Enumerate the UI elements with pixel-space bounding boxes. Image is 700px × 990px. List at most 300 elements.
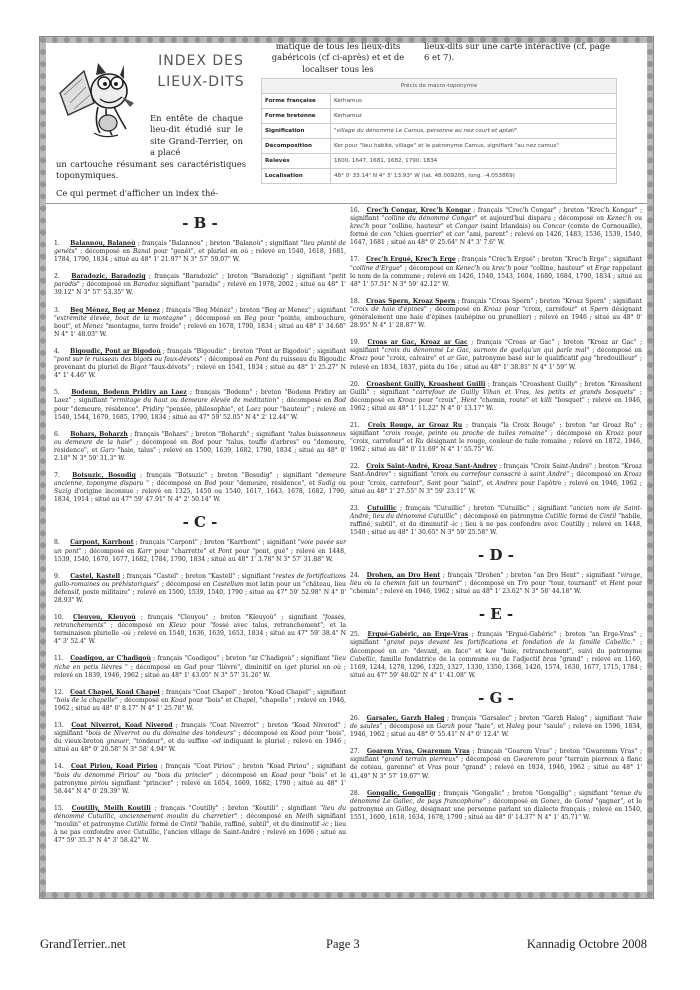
entry-italic-text: krec'h [350, 223, 370, 231]
entry-italic-text: Gad [184, 663, 197, 671]
entry-italic-text: ar Gac [447, 355, 469, 363]
entry-number: 23. [350, 504, 360, 512]
entry-italic-text: Kroaz [483, 305, 502, 313]
entry-text: ; français "Croix Saint-André" ; breton "Kroaz Sant-Andrev" ; signifiant [350, 463, 643, 479]
entry-text: signifiant "moulin" et patronyme [54, 812, 346, 828]
entry-number: 13. [54, 722, 64, 730]
entry-text: "bosquet" ; relevé en 1946, 1962 ; situé au 48° 1' 11.22" N 4° 0' 13.17" W. [350, 396, 642, 412]
cartouche-key: Signification [262, 124, 331, 139]
index-entry [350, 256, 642, 288]
entry-italic-text: Bod [204, 480, 217, 488]
entry-text: ; décomposé en [237, 812, 296, 820]
index-entry [350, 207, 642, 247]
cartouche-value: "village du dénommé Le Camus, personne au nez court et aplati" [331, 124, 617, 139]
entry-italic-text: "demeure ancienne, toponyme disparu " [54, 472, 346, 488]
entry-number: 7. [54, 472, 60, 480]
entry-italic-text: Garz [100, 446, 115, 454]
entry-text: ; décomposé en [79, 281, 134, 289]
entry-italic-text: Gonid [574, 797, 593, 805]
entry-title-link[interactable]: Drohen, an Dro Hent [366, 572, 441, 580]
page-title [151, 51, 251, 93]
entry-italic-text: "colline d'Ergue" [350, 264, 403, 272]
cartouche-row [262, 169, 617, 184]
entry-text: formé de [148, 820, 181, 828]
entry-title-link[interactable]: Croas ar Gac, Kroaz ar Gac [367, 339, 468, 347]
entry-title-link[interactable]: Balannou, Balanoù [70, 240, 136, 247]
entry-text: ; décomposé en [77, 248, 133, 256]
footer-page-number: Page 3 [326, 937, 360, 951]
entry-text: ; français "Coat Piriou" ; breton "Koad Piriou" ; signifiant [157, 763, 346, 771]
entry-text: , de [559, 797, 575, 805]
entry-text: désignant le rouge, couleur de tuile romaine ; relevé en 1872, 1946, 1962 ; situé au 48° 0' 11.69" N 4° 1' 55.75" W. [350, 438, 643, 454]
entry-italic-text: gag [580, 355, 592, 363]
index-entry [54, 573, 346, 605]
entry-italic-text: -od [211, 738, 221, 746]
entry-text: désignant généralement une haie d'épines (aubépine ou prunellier) ; relevé en 1946 ; situé au 48° 0' 28.95" N 4° 1' 28.87" W. [350, 305, 643, 330]
cartouche-value: 1600, 1647, 1681, 1682, 1790, 1834 [331, 154, 617, 169]
entry-italic-text: Beg [244, 314, 257, 322]
entry-italic-text: car [454, 231, 465, 239]
entry-italic-text: Kroaz [397, 396, 416, 404]
entry-italic-text: Gonez [540, 797, 560, 805]
entry-italic-text: Menez [82, 322, 104, 330]
entry-italic-text: Hent [609, 580, 625, 588]
entry-text: ou [335, 480, 346, 488]
intro-text-2: un cartouche résumant ses caractéristiques toponymiques. [56, 159, 246, 181]
entry-italic-text: Kroaz [350, 355, 368, 363]
entry-number: 24. [350, 572, 360, 580]
index-entry [54, 307, 346, 339]
entry-text: ; français "Cutuillic" ; breton "Cutuillic" ; signifiant [396, 504, 570, 512]
entry-text: pour "chemin" ; relevé en 1946, 1962 ; situé au 48° 1' 23.62" N 3° 58' 44.18" W. [350, 580, 642, 596]
entry-text: du ruisseau du Bigoudic provenant du pluriel de [54, 356, 346, 372]
index-entry [54, 539, 346, 563]
entry-text: ; décomposé en [202, 356, 255, 364]
entry-italic-text: con [380, 231, 392, 239]
entry-text: pour "bois" et le patronyme [54, 771, 346, 787]
entry-text: signifiant "princier" ; relevé en 1654, 1669, 1682, 1790 ; situé au 48° 1' 58.44" N 4° 0' 29.39" W. [54, 779, 346, 795]
index-entry [350, 505, 642, 537]
entry-italic-text: "lieu du dénommé Cutuillic, anciennement moulin du charretier" [54, 804, 347, 820]
cartouche-row [262, 124, 617, 139]
entry-text: ; décomposé en [148, 480, 205, 488]
entry-text: ; français "Bohars" ; breton "Boharzh" ; signifiant [127, 430, 288, 438]
entry-italic-text: Cutillic [545, 512, 568, 520]
entry-text: mot latin pour un "château, lieu défensif, poste militaire" ; relevé en 1500, 1539, 1540, 1790 ; situé au 47° 59' 52.98" N 4° 0' 28.93" W. [54, 580, 346, 604]
entry-text: pour "talus, touffe d'arbres" ou "demeure, résidence", et [54, 438, 346, 454]
entry-number: 16. [350, 207, 360, 214]
entry-title-link[interactable]: Cleuyou, Kleuyoù [72, 614, 136, 622]
entry-text: ; décomposé en [382, 723, 437, 731]
entry-number: 2. [54, 273, 60, 281]
footer-site-name: GrandTerrier..net [40, 937, 126, 951]
index-entry [350, 572, 642, 596]
entry-italic-text: Koad [290, 730, 307, 738]
entry-text: "pensée, philosophie", et [163, 405, 247, 413]
entry-title-link[interactable]: Carpont, Karrbont [70, 539, 134, 547]
entry-italic-text: "croix du dénommé Le Gac, surnom de quelqu'un qui parle mal" [381, 347, 590, 355]
entry-text: ; français "Crec'h Congar" ; breton "Krec'h Kongar" ; signifiant [350, 207, 642, 223]
index-entry [54, 655, 346, 679]
entry-title-link[interactable]: Croashent Guilly, Kroashent Guilli [366, 380, 486, 388]
title-line-2: LIEUX-DITS [157, 74, 245, 90]
entry-number: 21. [350, 421, 360, 429]
entry-text: ; décomposé en [186, 314, 245, 322]
entry-title-link[interactable]: Baradozic, Baradozig [71, 273, 146, 281]
entry-italic-text: Kroaz [624, 471, 642, 479]
entry-text: ; décomposé en [117, 696, 171, 704]
entry-text: "devant, en face" et [409, 647, 486, 655]
index-entry [350, 748, 642, 780]
entry-text: ; français "Balannou" ; breton "Balanoù" ; signifiant [135, 240, 301, 247]
entry-italic-text: Banal [132, 248, 151, 256]
entry-text: ; français "la Croix Rouge" ; breton "ar Groaz Ru" ; signifiant [350, 421, 643, 438]
entry-number: 18. [350, 297, 360, 305]
entry-italic-text: "tenue du dénommé Le Gallec, de pays francophone" [350, 789, 643, 805]
right-column [350, 207, 642, 831]
entry-text: ; français "Garsalec" ; breton "Garzh Haleg" ; signifiant [444, 714, 627, 722]
cartouche-row [262, 94, 617, 109]
entry-italic-text: "colline du dénommé Congar" [381, 215, 478, 223]
entry-italic-text: krec'h [492, 264, 512, 272]
entry-italic-text: ar- [400, 647, 410, 655]
entry-text: pour "tour, tournant" et [528, 580, 610, 588]
entry-text: ; français "Ergué-Gabéric" ; breton "an Erge-Vras" ; signifiant [350, 631, 642, 647]
cartouche-title: Précis de macro-toponymie [262, 79, 617, 94]
entry-text: pour "lièvre", diminitif en [196, 663, 285, 671]
cartouche-row [262, 109, 617, 124]
entry-title-link[interactable]: Beg Ménez, Beg ar Menez [70, 306, 160, 314]
entry-italic-text: Sant [426, 479, 442, 487]
cartouche-key: Forme française [262, 94, 331, 109]
entry-text: ; français "Croas Spern" ; breton "Kroaz Spern" ; signifiant [455, 297, 642, 305]
entry-number: 22. [350, 463, 360, 471]
entry-italic-text: -ic [450, 520, 458, 528]
entry-text: , "tondeur", et du suffixe [128, 738, 212, 746]
entry-italic-text: "lieu riche en petis lièvres " [54, 655, 346, 671]
entry-italic-text: Kroaz [605, 430, 624, 438]
entry-text: ; décomposé en [547, 430, 606, 438]
entry-title-link[interactable]: Bigoudic, Pont ar Bigodoù [70, 347, 161, 355]
entry-text: pour "haie", et [455, 723, 507, 731]
section-letter-heading: - D - [478, 546, 514, 565]
entry-italic-text: "petit paradis" [54, 273, 347, 289]
entry-text: "habile, raffiné, subtil", et du diminutif [350, 512, 643, 528]
entry-number: 19. [350, 339, 360, 347]
entry-text: ; décomposé en [426, 305, 484, 313]
entry-text: pour "grand" ; relevé en 1834, 1946, 1962 ; situé au 48° 1' 41.49" N 3° 57' 19.67" W. [350, 764, 642, 780]
entry-italic-text: -où [121, 630, 131, 638]
entry-italic-text: iget [284, 663, 297, 671]
entry-italic-text: Kleuz [169, 622, 187, 630]
entry-text: ; français "Gongalic" ; breton "Gongallig" ; signifiant [435, 789, 611, 797]
page-frame [40, 37, 653, 898]
entry-italic-text: Congar [455, 223, 478, 231]
entry-text: pour "demeure, résidence", [54, 405, 143, 413]
entry-text: pour "hauteur" ; relevé en 1540, 1544, 1679, 1685, 1790, 1834 ; situé au 47° 59' 52.05" N 4° 2' 12.44" W. [54, 405, 347, 421]
index-entry [54, 805, 346, 845]
section-letter-heading: - E - [478, 605, 514, 624]
entry-title-link[interactable]: Croix Rouge, ar Groaz Ru [367, 421, 463, 429]
entry-italic-text: "bois de la chapelle" [54, 696, 118, 704]
entry-italic-text: Sudig [317, 480, 336, 488]
entry-italic-text: Pont [254, 356, 269, 364]
gargoyle-logo-icon [54, 53, 144, 141]
entry-italic-text: an Galleg [385, 805, 416, 813]
entry-italic-text: Pridiry [142, 405, 164, 413]
section-letter-heading: - B - [182, 214, 218, 232]
entry-italic-text: où [333, 663, 341, 671]
entry-text: "chemin, route" et [476, 396, 541, 404]
entry-italic-text: killi [540, 396, 552, 404]
entry-italic-text: piriou [90, 779, 109, 787]
toponymy-cartouche-table [261, 78, 617, 184]
entry-text: pour "croix, carrefour" et [350, 430, 642, 446]
entry-text: "ami, parent" ; relevé en 1426, 1483, 1536, 1539, 1540, 1647, 1681 ; situé au 48° 0' 25.64" N 4° 3' 7.6" W. [350, 231, 643, 247]
entry-text: (comte de Cornouaille), formé de [350, 223, 643, 239]
entry-text: pour "colline, hauteur" et [511, 264, 596, 272]
entry-text: ; décomposé en [485, 797, 541, 805]
section-letter-heading: - G - [478, 688, 514, 707]
entry-text: formé de [567, 512, 600, 520]
entry-italic-text: bras [542, 655, 557, 663]
cartouche-row [262, 139, 617, 154]
entry-text: ; français "Bodenn" ; breton "Bodenn Pridiry an Laez" ; signifiant [54, 389, 347, 405]
entry-title-link[interactable]: Coadigou, ar C'hadigoù [70, 655, 151, 663]
entry-title-link[interactable]: Bodenn, Bodenn Pridiry an Laez [71, 389, 187, 397]
index-entry [54, 389, 346, 421]
entry-italic-text: Vras [427, 764, 442, 772]
entry-title-link[interactable]: Cutuillic [367, 504, 397, 512]
entry-italic-text: "virage, lieu où la chemin fait un tournant" [350, 572, 643, 588]
entry-title-link[interactable]: Coat Chapel, Koad Chapel [70, 688, 160, 696]
cartouche-value: Kerhamus [331, 94, 617, 109]
entry-text: pour "saule" ; relevé en 1596, 1834, 1946, 1962 ; situé au 48° 0' 55.41" N 4° 0' 12.4" W. [350, 723, 642, 739]
entry-italic-text: "voie pavée sur un pont" [54, 539, 347, 555]
entry-text: ; français "Croashent Guilly" ; breton "Kroashent Guilli" ; signifiant [350, 380, 642, 396]
entry-text: "bredouilleur" ; relevé en 1834, 1837, piéta du 16e ; situé au 48° 1' 38.81" N 4° 1' 59" W. [350, 355, 642, 371]
entry-italic-text: "bois de Niverrot ou du domaine des tondeurs" [85, 730, 236, 738]
entry-italic-text: Koad [170, 696, 187, 704]
entry-text: pour l'apôtre ; relevé en 1946, 1962 ; situé au 48° 1' 27.55" N 3° 59' 23.11" W. [350, 479, 642, 495]
entry-italic-text: Chapel [233, 696, 256, 704]
entry-text: ; décomposé en [81, 547, 138, 555]
index-entry [350, 463, 642, 495]
entry-italic-text: kae [485, 647, 497, 655]
entry-text: pour "saint", et [441, 479, 496, 487]
entry-number: 1. [54, 240, 60, 247]
entry-text: ; français "Goarem Vras" ; breton "Gwaremm Vras" ; signifiant [350, 748, 642, 764]
entry-text: "montagne, terre froide" ; relevé en 1678, 1790, 1834 ; situé au 48° 1' 34.68" N 4° 1' 48.03" W. [54, 322, 346, 338]
entry-italic-text: où [240, 248, 249, 256]
entry-text: pluriel en [296, 663, 334, 671]
left-column [54, 208, 346, 854]
entry-text: signifiant "paradis" ; relevé en 1978, 2002 ; situé au 48° 1' 39.12" N 3° 57' 53.35" W. [54, 281, 346, 297]
entry-title-link[interactable]: Bohars, Boharzh [70, 430, 128, 438]
entry-text: ; décomposé en [569, 471, 624, 479]
entry-text: ; décomposé en [132, 438, 192, 446]
entry-italic-text: Kenec'h [606, 215, 632, 223]
entry-text: ; lieu à ne pas confondre avec Cutuillic, l'ancien village de Saint-André ; relevé en 1696 ; situé au 47° 59' 35.3" N 4° 3' 58.42" W. [54, 820, 347, 845]
entry-italic-text: Spern [589, 305, 609, 313]
intro-text-3: Ce qui permet d'afficher un index thé- [56, 188, 219, 198]
entry-text: ; français "Coadigou" ; breton "ar C'hadigoù" ; signifiant [150, 655, 332, 663]
index-entry [350, 298, 642, 330]
entry-title-link[interactable]: Croas Spern, Kroaz Spern [366, 297, 456, 305]
entry-text: ou [480, 264, 493, 272]
entry-number: 28. [350, 789, 360, 797]
entry-text: ; décomposé en [159, 580, 213, 588]
index-entry [54, 763, 346, 795]
header [46, 43, 647, 204]
entry-text: ; français "Botsuzic" ; breton "Bosudig" ; signifiant [135, 472, 316, 480]
footer-edition: Kannadig Octobre 2008 [526, 937, 647, 951]
entry-italic-text: "pont sur le ruisseau des bigots ou faux-dévots" [54, 356, 203, 364]
index-entry [350, 790, 642, 822]
entry-text: ; français "Baradozic" ; breton "Baradozig" ; signifiant [145, 273, 329, 281]
entry-italic-text: Bod [191, 438, 204, 446]
index-entry [54, 689, 346, 713]
entry-text: pour "terrain pierreux à flanc de coteau, garenne" et [350, 756, 643, 772]
entry-italic-text: "extrémité élevée, bout de la montagne" [54, 314, 187, 322]
entry-text: ou [631, 215, 643, 223]
entry-text: (saint Irlandais) ou [477, 223, 544, 231]
entry-title-link[interactable]: Gongalic, Gongallig [366, 789, 436, 797]
entry-italic-text: gneuer [106, 738, 129, 746]
entry-title-link[interactable]: Crec'h Ergué, Krec'h Erge [366, 256, 456, 264]
entry-italic-text: -ic [321, 820, 329, 828]
index-entry [54, 431, 346, 463]
entry-italic-text: Meilh [295, 812, 314, 820]
entry-number: 14. [54, 763, 64, 771]
entry-title-link[interactable]: Goarem Vras, Gwaremm Vras [366, 748, 470, 756]
cartouche-row [262, 154, 617, 169]
cartouche-key: Forme bretonne [262, 109, 331, 124]
entry-italic-text: Haleg [506, 723, 525, 731]
entry-italic-text: Laez [246, 405, 261, 413]
entry-italic-text: "fossés, retranchements" [54, 614, 346, 630]
entry-title-link[interactable]: Coutilly, Meilh Koutili [71, 804, 151, 812]
entry-title-link[interactable]: Crec'h Congar, Krec'h Kongar [366, 207, 471, 214]
entry-text: ; français "Cleuyou" ; breton "Kleuyoù" ; signifiant [135, 614, 323, 622]
entry-italic-text: Ru [415, 438, 424, 446]
entry-number: 17. [350, 256, 360, 264]
entry-number: 4. [54, 347, 60, 355]
entry-number: 20. [350, 380, 360, 388]
cartouche-value: Ker pour "lieu habité, village" et le patronyme Camus, signifiant "au nez camus" [331, 139, 617, 154]
index-entry [54, 722, 346, 754]
entry-italic-text: Cintil [599, 512, 617, 520]
entry-title-link[interactable]: Botsuzic, Bosudig [72, 472, 136, 480]
entry-title-link[interactable]: Garsalec, Garzh Haleg [366, 714, 445, 722]
entry-title-link[interactable]: Coat Niverrot, Koad Niverod [71, 722, 173, 730]
entry-number: 11. [54, 655, 64, 663]
entry-text: ; décomposé en [127, 663, 185, 671]
index-entry [54, 472, 346, 504]
entry-text: ; français "Beg Ménez" ; breton "Beg ar Menez" ; signifiant [159, 306, 347, 314]
entry-title-link[interactable]: Croix Saint-André, Kroaz Sant-Andrev [366, 463, 497, 471]
entry-italic-text: "bois du dénommé Piriou" ou "bois du princier" [54, 771, 213, 779]
entry-italic-text: Pont [218, 547, 233, 555]
entry-italic-text: "carrefour de Guilly Vihan et Vras, les petits et grands bosquets" [412, 388, 636, 396]
entry-number: 10. [54, 614, 64, 622]
entry-italic-text: Garzh [436, 723, 456, 731]
entry-text: "haie, talus" ; relevé en 1500, 1639, 1682, 1790, 1834 ; situé au 48° 0' 2.18" N 3° 59' 31.3" W. [54, 446, 347, 462]
cartouche-key: Localisation [262, 169, 331, 184]
index-entry [54, 273, 346, 297]
entry-text: pour "croix, carrefour" et [501, 305, 590, 313]
intro-text-1: En entête de chaque lieu-dit étudié sur le site Grand-Terrier, on a placé [150, 113, 243, 158]
entry-italic-text: Castellum [212, 580, 244, 588]
entry-italic-text: Koad [271, 771, 288, 779]
entry-text: "habile, raffiné, subtil", et du diminutif [197, 820, 322, 828]
entry-italic-text: Tro [517, 580, 529, 588]
entry-text: ; décomposé en [235, 730, 291, 738]
entry-italic-text: Cintil [180, 820, 198, 828]
entry-text: pour "genêt", et pluriel en [150, 248, 241, 256]
entry-text: ; décomposé en [106, 622, 170, 630]
entry-text: ; français "Castel" ; breton "Kastell" ; signifiant [120, 572, 273, 580]
entry-text: pour "croix", [415, 396, 462, 404]
entry-italic-text: Andrev [495, 479, 518, 487]
entry-italic-text: Gwaremm [513, 756, 546, 764]
entry-text: "faux-dévots" ; relevé en 1541, 1834 ; situé au 48° 1' 25.27" N 4° 1' 4.46" W. [54, 364, 346, 380]
entry-title-link[interactable]: Ergué-Gabéric, an Erge-Vras [367, 631, 469, 639]
entry-italic-text: Cabellic [350, 655, 376, 663]
entry-italic-text: Karr [137, 547, 152, 555]
entry-text: ; décomposé en [589, 347, 642, 355]
entry-title-link[interactable]: Coat Piriou, Koad Piriou [70, 763, 158, 771]
entry-text: "chien guerrier" et [391, 231, 455, 239]
entry-text: ; français "Carpont" ; breton "Karrbont" ; signifiant [133, 539, 298, 547]
entry-text: , "chapelle" ; relevé en 1946, 1962 ; situé au 48° 0' 8.17" N 4° 1' 25.78" W. [54, 696, 346, 712]
entry-text: , désignant une personne parlant un dialecte français ; relevé en 1540, 1551, 1600, 1618, 1634, 1678, 1790 ; situé au 48° 0' 14.37" N 4° 1' 45.71" W. [350, 805, 642, 821]
entry-text: ; relevé en 1540, 1618, 1681, 1784, 1790, 1834 ; situé au 48° 1' 21.97" N 3° 57' 59.07" W. [54, 248, 346, 264]
entry-text: , famille fondatrice de la commune ou de l'adjectif [375, 655, 543, 663]
entry-number: 5. [54, 389, 60, 397]
cartouche-key: Décomposition [262, 139, 331, 154]
entry-italic-text: Cutillic [126, 820, 149, 828]
entry-text: pour "colline, hauteur" et [369, 223, 456, 231]
entry-text: "haie, retranchement", suivi du patronyme [496, 647, 642, 655]
entry-text: ; décomposé en [350, 639, 642, 655]
entry-text: ; relevé en 1839, 1946, 1962 ; situé au 48° 1' 43.05" N 3° 57' 31.26" W. [54, 663, 346, 679]
entry-number: 12. [54, 688, 64, 696]
entry-text: pour "pointe, embouchure, bout", et [54, 314, 346, 330]
entry-text: rappelant le nom de la commune ; relevé en 1426, 1540, 1543, 1604, 1680, 1684, 1790, 1834 ; situé au 48° 1' 57.51" N 3° 59' 42.12" W. [350, 264, 642, 288]
entry-italic-text: Hent [461, 396, 477, 404]
entry-text: indiquant le pluriel ; relevé en 1946 ; situé au 48° 0' 20.58" N 3° 58' 4.94" W. [54, 738, 346, 754]
index-entry [54, 614, 346, 646]
entry-text: ; lieu à ne pas confondre avec Coutilly ; relevé en 1448, 1540 ; situé au 48° 1' 30.65" N 3° 59' 25.58" W. [350, 520, 642, 536]
entry-title-link[interactable]: Castel, Kastell [70, 572, 121, 580]
entry-italic-text: "grand terrain pierreux" [381, 756, 459, 764]
entry-text: ; décomposé en [402, 264, 456, 272]
entry-italic-text: Baradoz [133, 281, 159, 289]
entry-italic-text: Bigot [130, 364, 147, 372]
entry-italic-text: "haie de saules" [350, 714, 643, 731]
index-entry [350, 631, 642, 680]
entry-number: 25. [350, 631, 360, 639]
entry-number: 3. [54, 306, 60, 314]
entry-italic-text: "croix rouge, peinte ou proche de tuiles romaine" [382, 430, 548, 438]
entry-text: pour "croix, calvaire" et [367, 355, 448, 363]
entry-italic-text: "ermitage du haut ou demeure élevée de méditation" [110, 397, 280, 405]
entry-text: pour "fossé avec talus, retranchement", et la terminaison plurielle [54, 622, 346, 638]
entry-italic-text: Erge [595, 264, 610, 272]
entry-text: ; décomposé en [212, 771, 272, 779]
entry-italic-text: "lieu planté de genêts" [54, 240, 347, 256]
